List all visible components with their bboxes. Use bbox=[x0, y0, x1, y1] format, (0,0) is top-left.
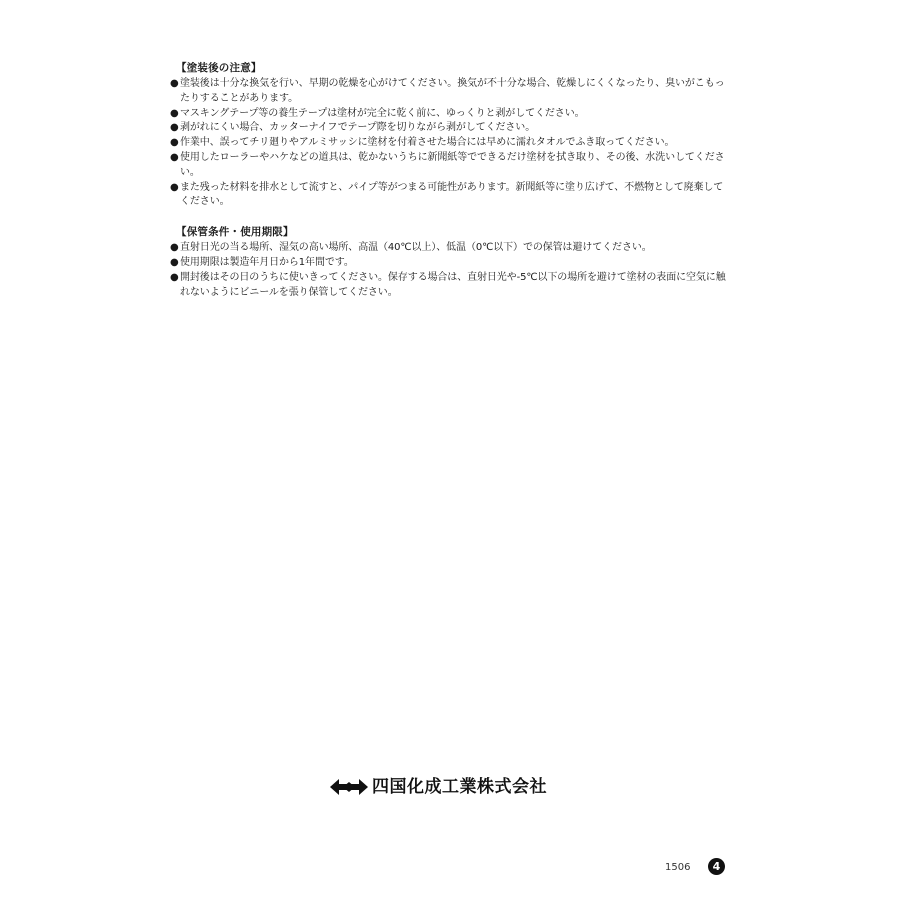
list-item-text: また残った材料を排水として流すと、パイプ等がつまる可能性があります。新聞紙等に塗り広げて、不燃物として廃棄してください。 bbox=[180, 181, 724, 208]
company-name: 四国化成工業株式会社 bbox=[372, 777, 547, 797]
list-item bbox=[170, 241, 730, 256]
list-item-text: 使用期限は製造年月日から1年間です。 bbox=[180, 256, 354, 268]
list-item bbox=[170, 256, 730, 271]
bullet-icon: ● bbox=[170, 242, 179, 254]
bullet-icon: ● bbox=[170, 107, 179, 119]
section-title: 【塗装後の注意】 bbox=[176, 62, 262, 74]
list-item-text: 剥がれにくい場合、カッターナイフでテープ際を切りながら剥がしてください。 bbox=[180, 122, 536, 134]
list-item-text: マスキングテープ等の養生テープは塗材が完全に乾く前に、ゆっくりと剥がしてください。 bbox=[180, 107, 585, 119]
list-item bbox=[170, 121, 730, 136]
document-code: 1506 bbox=[665, 862, 691, 873]
bullet-icon: ● bbox=[170, 256, 179, 268]
list-item bbox=[170, 77, 730, 107]
list-item-text: 作業中、誤ってチリ廻りやアルミサッシに塗材を付着させた場合には早めに濡れタオルでふき取ってください。 bbox=[180, 137, 675, 149]
list-item-text: 直射日光の当る場所、湿気の高い場所、高温（40℃以上）、低温（0℃以下）での保管は避けてください。 bbox=[180, 242, 652, 254]
list-item-text: 塗装後は十分な換気を行い、早期の乾燥を心がけてください。換気が不十分な場合、乾燥しにくくなったり、臭いがこもったりすることがあります。 bbox=[180, 78, 725, 104]
list-item bbox=[170, 181, 730, 211]
section-title: 【保管条件・使用期限】 bbox=[176, 226, 294, 239]
double-diamond-arrow-icon bbox=[330, 777, 368, 797]
section-storage-conditions bbox=[170, 225, 730, 300]
list-item bbox=[170, 136, 730, 151]
list-item bbox=[170, 271, 730, 301]
document-body bbox=[170, 61, 730, 300]
bullet-icon: ● bbox=[170, 122, 179, 134]
list-item bbox=[170, 107, 730, 122]
page-number-badge: 4 bbox=[708, 858, 725, 875]
company-logo bbox=[330, 776, 547, 798]
list-item bbox=[170, 151, 730, 181]
section-after-painting bbox=[170, 61, 730, 210]
bullet-icon: ● bbox=[170, 78, 179, 89]
bullet-icon: ● bbox=[170, 181, 179, 193]
list-item-text: 開封後はその日のうちに使いきってください。保存する場合は、直射日光や-5℃以下の場所を避けて塗材の表面に空気に触れないようにビニールを張り保管してください。 bbox=[180, 271, 726, 298]
list-item-text: 使用したローラーやハケなどの道具は、乾かないうちに新聞紙等でできるだけ塗材を拭き取り、その後、水洗いしてください。 bbox=[180, 151, 725, 178]
bullet-icon: ● bbox=[170, 151, 179, 163]
bullet-icon: ● bbox=[170, 271, 179, 283]
bullet-icon: ● bbox=[170, 137, 179, 149]
